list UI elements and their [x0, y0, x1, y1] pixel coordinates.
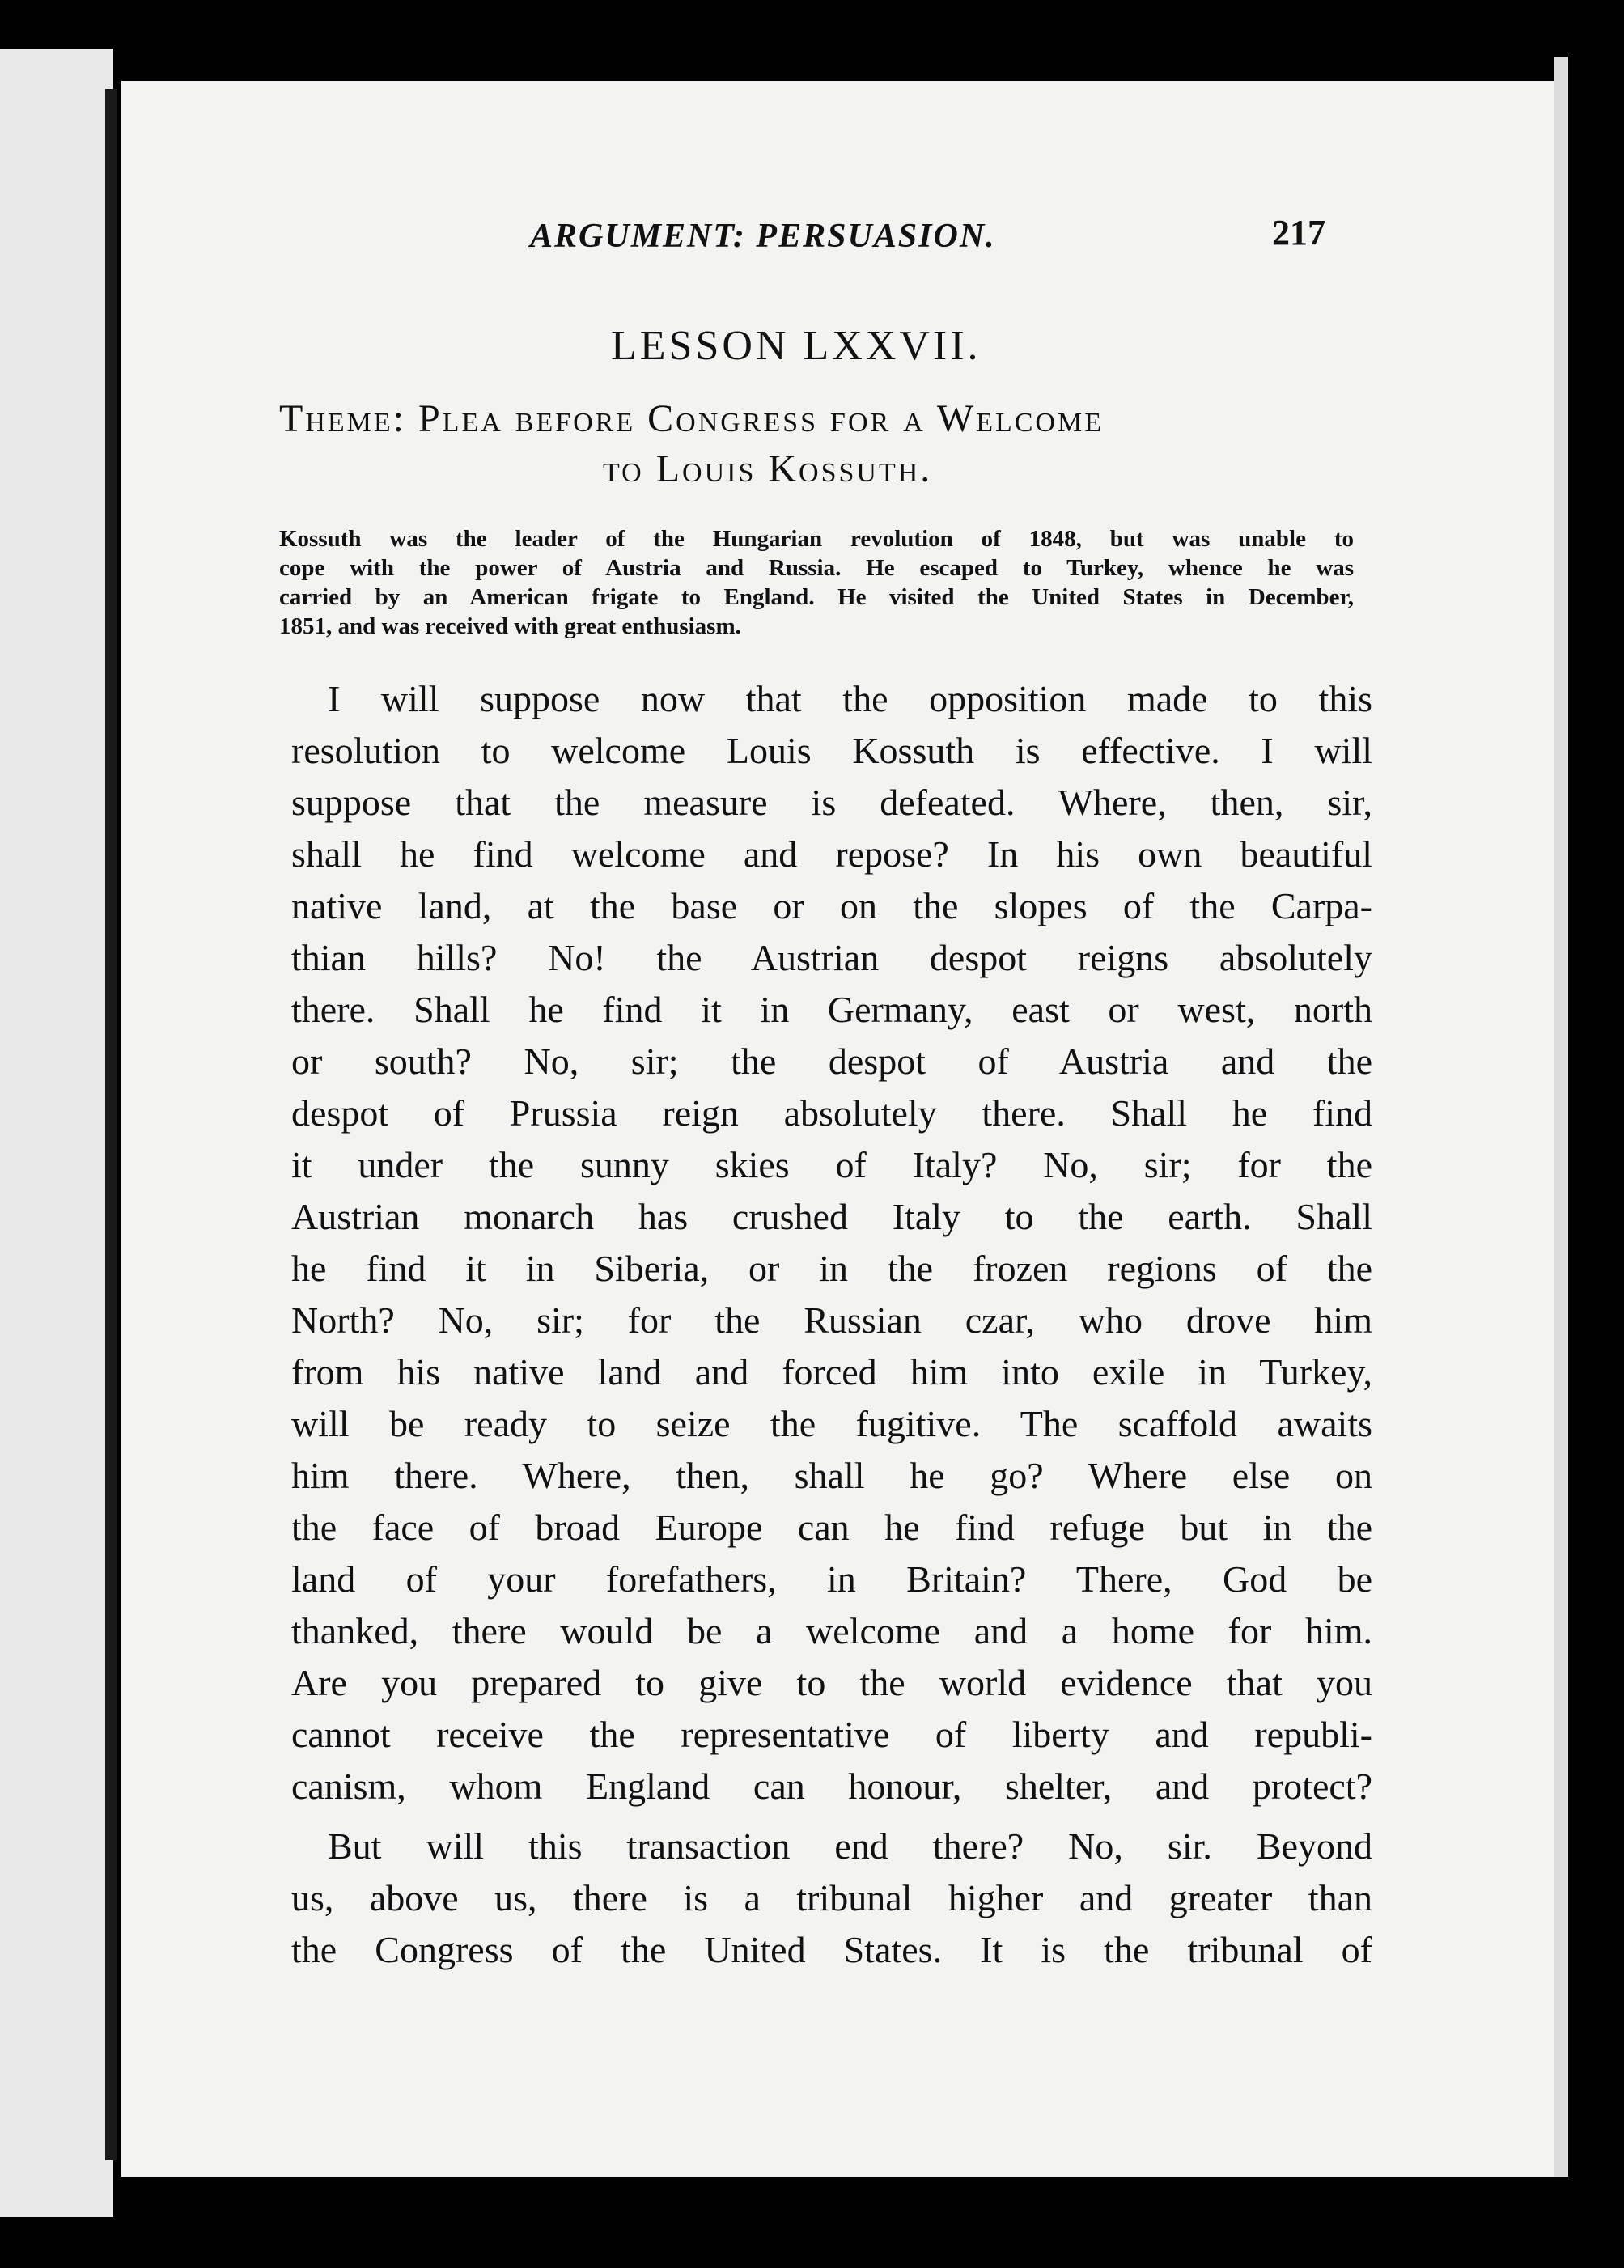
paragraph-gap	[291, 1812, 1372, 1821]
body-line: the Congress of the United States. It is the tribunal of	[291, 1929, 1372, 1970]
right-page-edge	[1554, 57, 1568, 2177]
body-line: I will suppose now that the opposition made to this	[328, 678, 1372, 719]
body-line: resolution to welcome Louis Kossuth is effective. I will	[291, 730, 1372, 771]
page-number: 217	[1272, 213, 1325, 252]
body-line: the face of broad Europe can he find refuge but in the	[291, 1507, 1372, 1548]
body-line: suppose that the measure is defeated. Where, then, sir,	[291, 782, 1372, 823]
left-page-edge	[0, 49, 113, 2217]
body-line: it under the sunny skies of Italy? No, sir; for the	[291, 1144, 1372, 1185]
intro-line: carried by an American frigate to England. He visited the United States in December,	[279, 584, 1354, 610]
body-line: canism, whom England can honour, shelter, and protect?	[291, 1766, 1372, 1807]
theme-line-2: to Louis Kossuth.	[603, 447, 933, 490]
body-line: native land, at the base or on the slopes of the Carpa-	[291, 885, 1372, 926]
body-line: Austrian monarch has crushed Italy to the earth. Shall	[291, 1196, 1372, 1237]
body-line: from his native land and forced him into exile in Turkey,	[291, 1351, 1372, 1393]
binding-gutter	[105, 89, 117, 2160]
body-line: shall he find welcome and repose? In his own beautiful	[291, 833, 1372, 875]
intro-line: 1851, and was received with great enthusiasm.	[279, 613, 741, 639]
body-line: he find it in Siberia, or in the frozen regions of the	[291, 1248, 1372, 1289]
body-line: land of your forefathers, in Britain? There, God be	[291, 1558, 1372, 1600]
body-line: there. Shall he find it in Germany, east or west, north	[291, 989, 1372, 1030]
theme-line-1: Theme: Plea before Congress for a Welcome	[279, 397, 1104, 440]
body-line: will be ready to seize the fugitive. The scaffold awaits	[291, 1403, 1372, 1444]
intro-line: Kossuth was the leader of the Hungarian revolution of 1848, but was unable to	[279, 526, 1354, 552]
body-line: cannot receive the representative of liberty and republi-	[291, 1714, 1372, 1755]
body-line: or south? No, sir; the despot of Austria and the	[291, 1041, 1372, 1082]
body-line: North? No, sir; for the Russian czar, who drove him	[291, 1299, 1372, 1341]
intro-line: cope with the power of Austria and Russia. He escaped to Turkey, whence he was	[279, 555, 1354, 581]
body-line: despot of Prussia reign absolutely there. Shall he find	[291, 1092, 1372, 1134]
body-line: Are you prepared to give to the world evidence that you	[291, 1662, 1372, 1703]
body-line: thian hills? No! the Austrian despot reigns absolutely	[291, 937, 1372, 978]
running-head: ARGUMENT: PERSUASION.	[530, 218, 996, 255]
body-line: us, above us, there is a tribunal higher and greater than	[291, 1877, 1372, 1918]
intro-note	[279, 524, 1354, 641]
body-line: thanked, there would be a welcome and a home for him.	[291, 1610, 1372, 1651]
body-line: But will this transaction end there? No, sir. Beyond	[328, 1825, 1372, 1867]
body-line: him there. Where, then, shall he go? Where else on	[291, 1455, 1372, 1496]
body-text	[291, 673, 1372, 1976]
lesson-title: LESSON LXXVII.	[611, 323, 982, 369]
